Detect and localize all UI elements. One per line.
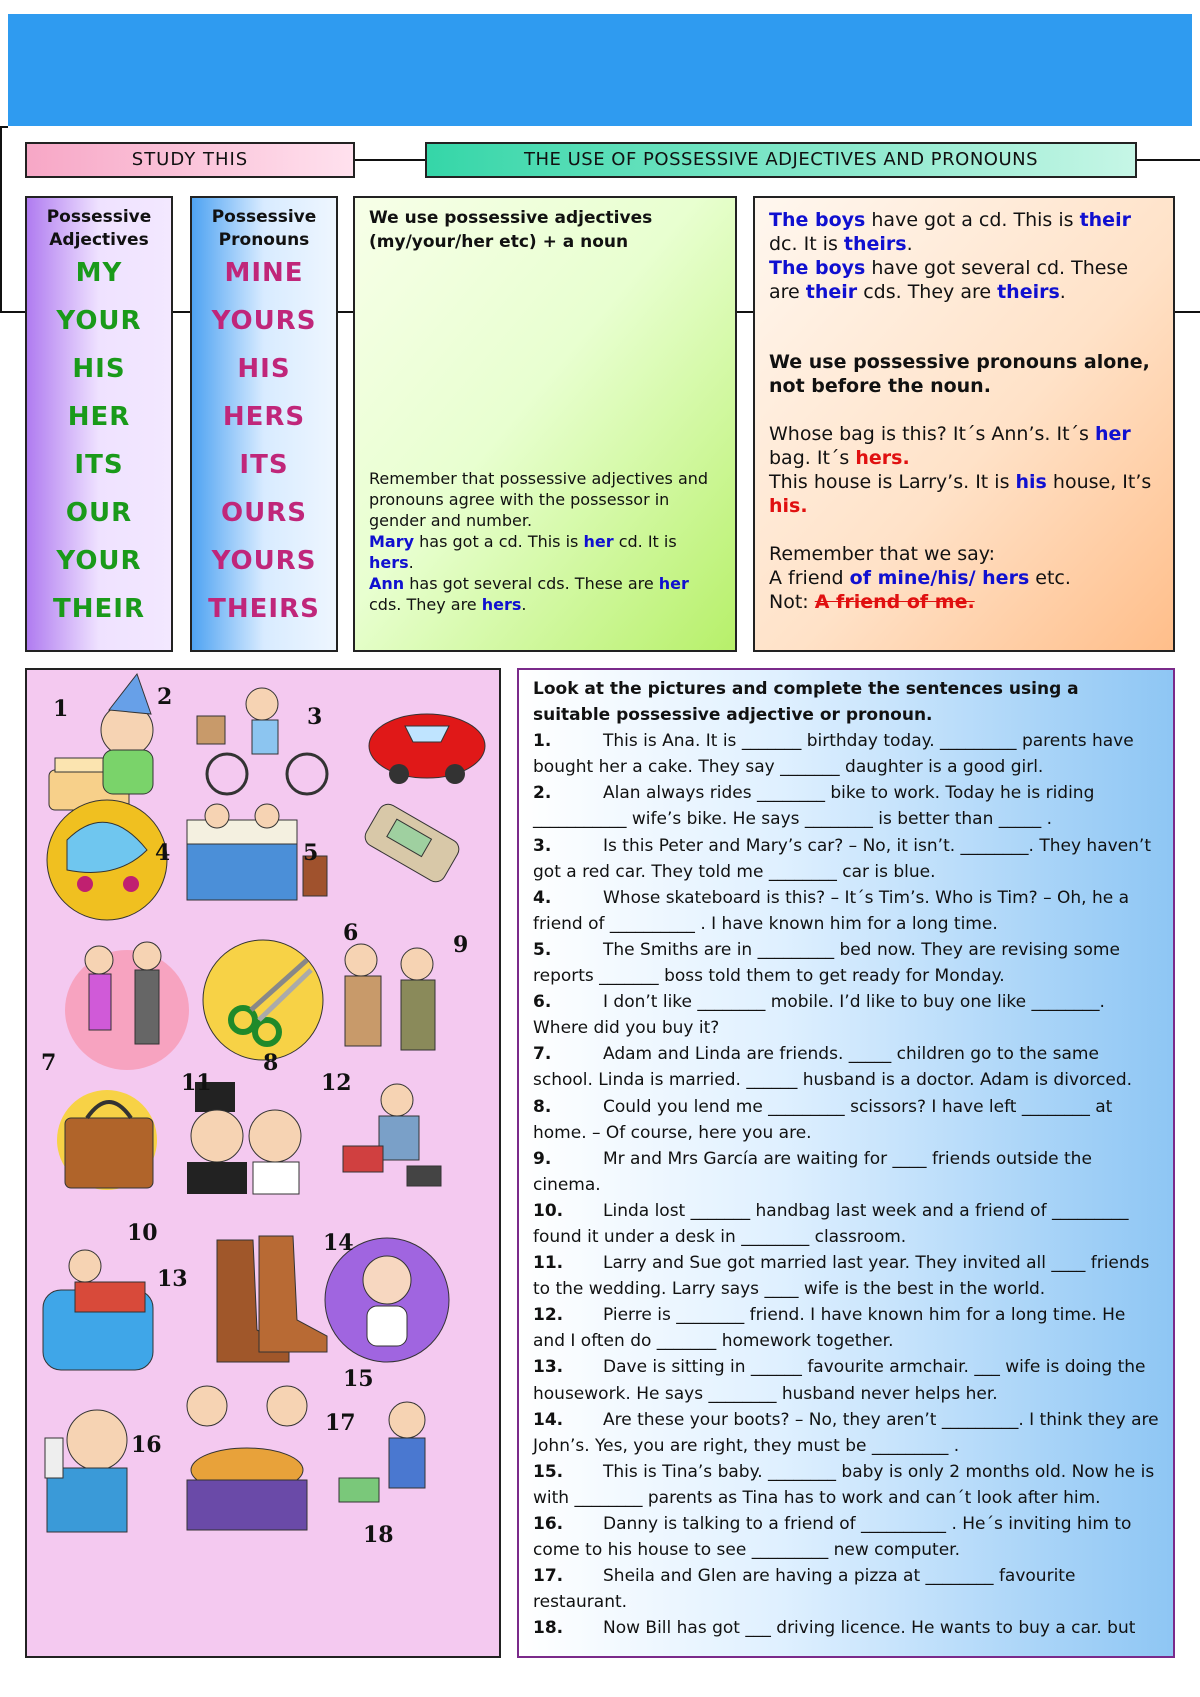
exercise-item: 9. Mr and Mrs García are waiting for ____ friends outside the cinema. xyxy=(533,1148,1092,1195)
picture-number: 16 xyxy=(131,1432,162,1458)
example-sentence: Whose bag is this? It´s Ann’s. It´s her bag. It´s hers. xyxy=(769,423,1131,469)
bride-and-groom-icon xyxy=(187,1082,301,1194)
exercise-item: 17. Sheila and Glen are having a pizza at ________ favourite restaurant. xyxy=(533,1566,1076,1613)
exercise-item: 6. I don’t like ________ mobile. I’d like to buy one like ________. Where did you buy it? xyxy=(533,992,1105,1039)
wrong-example: Not: A friend of me. xyxy=(769,591,975,613)
picture-number: 8 xyxy=(263,1050,279,1076)
exercise-instructions: Look at the pictures and complete the sentences using a suitable possessive adjective or pronoun. xyxy=(533,679,1079,726)
girl-with-cake-icon xyxy=(49,674,153,810)
picture-number: 11 xyxy=(181,1070,212,1096)
divider xyxy=(355,159,425,161)
picture-number: 4 xyxy=(155,840,171,866)
adjective-usage-box xyxy=(353,196,737,652)
divider xyxy=(0,126,2,313)
handbag-icon xyxy=(57,1090,157,1190)
column-title: Adjectives xyxy=(49,230,149,250)
exercise-item: 10. Linda lost _______ handbag last week and a friend of _________ found it under a desk in ________ classroom. xyxy=(533,1200,1129,1247)
pictures-illustrations xyxy=(27,670,499,1656)
cowboy-boots-icon xyxy=(217,1236,327,1362)
scissors-icon xyxy=(203,940,323,1060)
remember-note: Remember that we say: xyxy=(769,543,996,565)
section-title: THE USE OF POSSESSIVE ADJECTIVES AND PRONOUNS xyxy=(425,142,1137,178)
picture-number: 2 xyxy=(157,684,173,710)
exercise-item: 8. Could you lend me _________ scissors? I have left ________ at home. – Of course, here you are. xyxy=(533,1096,1113,1143)
red-car-icon xyxy=(369,714,485,784)
divider xyxy=(1137,159,1200,161)
column-title: Possessive xyxy=(211,207,317,227)
study-this-label: STUDY THIS xyxy=(25,142,355,178)
picture-number: 9 xyxy=(453,932,469,958)
picture-number: 17 xyxy=(325,1410,356,1436)
word-yours: YOURS xyxy=(211,306,317,336)
picture-number: 14 xyxy=(323,1230,354,1256)
skateboard-icon xyxy=(47,800,167,920)
adjectives-column xyxy=(25,196,173,652)
word-her: HER xyxy=(67,402,131,432)
word-my: MY xyxy=(75,258,123,288)
example-sentence: This house is Larry’s. It is his house, It’s his. xyxy=(769,471,1152,517)
header-banner xyxy=(8,14,1192,126)
word-your: YOUR xyxy=(56,306,142,336)
exercise-item: 4. Whose skateboard is this? – It´s Tim’s. Who is Tim? – Oh, he a friend of __________ . I have known him for a long time. xyxy=(533,887,1129,934)
picture-number: 10 xyxy=(127,1220,158,1246)
example-sentence: Ann has got several cds. These are her cds. They are hers. xyxy=(369,574,689,614)
exercise-item: 5. The Smiths are in _________ bed now. They are revising some reports _______ boss told them to get ready for Monday. xyxy=(533,939,1120,987)
word-yours-plural: YOURS xyxy=(211,546,317,576)
exercise-item: 12. Pierre is ________ friend. I have known him for a long time. He and I often do _______ homework together. xyxy=(533,1305,1126,1352)
example-sentence: The boys have got a cd. This is their dc. It is theirs. xyxy=(769,209,1131,255)
pictures-panel xyxy=(25,668,501,1658)
exercise-item: 13. Dave is sitting in ______ favourite armchair. ___ wife is doing the housework. He says ________ husband never helps her. xyxy=(533,1357,1146,1404)
adjective-remember-note: Remember that possessive adjectives and pronouns agree with the possessor in gender and number. Mary has got a cd. This is her cd. It is hers. Ann has got several cds. These are her cds. They are hers. xyxy=(369,468,725,615)
pronoun-usage-box xyxy=(753,196,1175,652)
word-your-plural: YOUR xyxy=(56,546,142,576)
picture-number: 15 xyxy=(343,1366,374,1392)
exercise-item: 1. This is Ana. It is _______ birthday today. _________ parents have bought her a cake. They say _______ daughter is a good girl. xyxy=(533,731,1134,778)
exercise-item: 2. Alan always rides ________ bike to work. Today he is riding ___________ wife’s bike. He says ________ is better than _____ . xyxy=(533,783,1095,830)
exercise-item: 7. Adam and Linda are friends. _____ children go to the same school. Linda is married. ______ husband is a doctor. Adam is divorced. xyxy=(533,1044,1133,1091)
picture-number: 13 xyxy=(157,1266,188,1292)
column-title: Possessive xyxy=(46,207,152,227)
word-theirs: THEIRS xyxy=(208,594,320,624)
word-hers: HERS xyxy=(222,402,306,432)
man-on-phone-icon xyxy=(45,1410,127,1532)
column-title: Pronouns xyxy=(218,230,310,250)
word-ours: OURS xyxy=(221,498,307,528)
word-our: OUR xyxy=(65,498,133,528)
picture-number: 18 xyxy=(363,1522,394,1548)
mobile-phone-icon xyxy=(362,801,463,886)
friend-example: A friend of mine/his/ hers etc. xyxy=(769,567,1071,589)
example-sentence: The boys have got several cd. These are their cds. They are theirs. xyxy=(769,257,1129,303)
word-mine: MINE xyxy=(224,258,304,288)
example-sentence: Mary has got a cd. This is her cd. It is hers. xyxy=(369,532,677,572)
man-in-armchair-icon xyxy=(43,1250,153,1370)
picture-number: 7 xyxy=(41,1050,57,1076)
exercise-item: 11. Larry and Sue got married last year. They invited all ____ friends to the wedding. Larry says ____ wife is the best in the world. xyxy=(533,1253,1150,1300)
couple-with-pizza-icon xyxy=(187,1386,307,1530)
picture-number: 5 xyxy=(303,840,319,866)
pronoun-rule: We use possessive pronouns alone, not before the noun. xyxy=(769,351,1150,397)
exercise-item: 3. Is this Peter and Mary’s car? – No, it isn’t. ________. They haven’t got a red car. They told me ________ car is blue. xyxy=(533,835,1151,882)
adjective-rule: We use possessive adjectives (my/your/her etc) + a noun xyxy=(369,208,653,252)
old-couple-icon xyxy=(345,944,435,1050)
word-its: ITS xyxy=(239,450,289,480)
baby-icon xyxy=(325,1238,449,1362)
word-their: THEIR xyxy=(53,594,145,624)
picture-number: 6 xyxy=(343,920,359,946)
word-his: HIS xyxy=(237,354,291,384)
picture-number: 3 xyxy=(307,704,323,730)
exercise-item: 18. Now Bill has got ___ driving licence. He wants to buy a car. but xyxy=(533,1618,1136,1639)
word-its: ITS xyxy=(74,450,124,480)
word-his: HIS xyxy=(72,354,126,384)
couple-arguing-icon xyxy=(65,942,189,1070)
exercise-panel xyxy=(517,668,1175,1658)
exercise-item: 14. Are these your boots? – No, they aren’t _________. I think they are John’s. Yes, you are right, they must be _________ . xyxy=(533,1409,1159,1456)
exercise-item: 15. This is Tina’s baby. ________ baby is only 2 months old. Now he is with ________ parents as Tina has to work and can´t look after him. xyxy=(533,1461,1155,1508)
pronouns-column xyxy=(190,196,338,652)
exercise-item: 16. Danny is talking to a friend of __________ . He´s inviting him to come to his house to see _________ new computer. xyxy=(533,1514,1132,1561)
boy-with-books-icon xyxy=(343,1084,441,1186)
picture-number: 1 xyxy=(53,696,69,722)
picture-number: 12 xyxy=(321,1070,352,1096)
